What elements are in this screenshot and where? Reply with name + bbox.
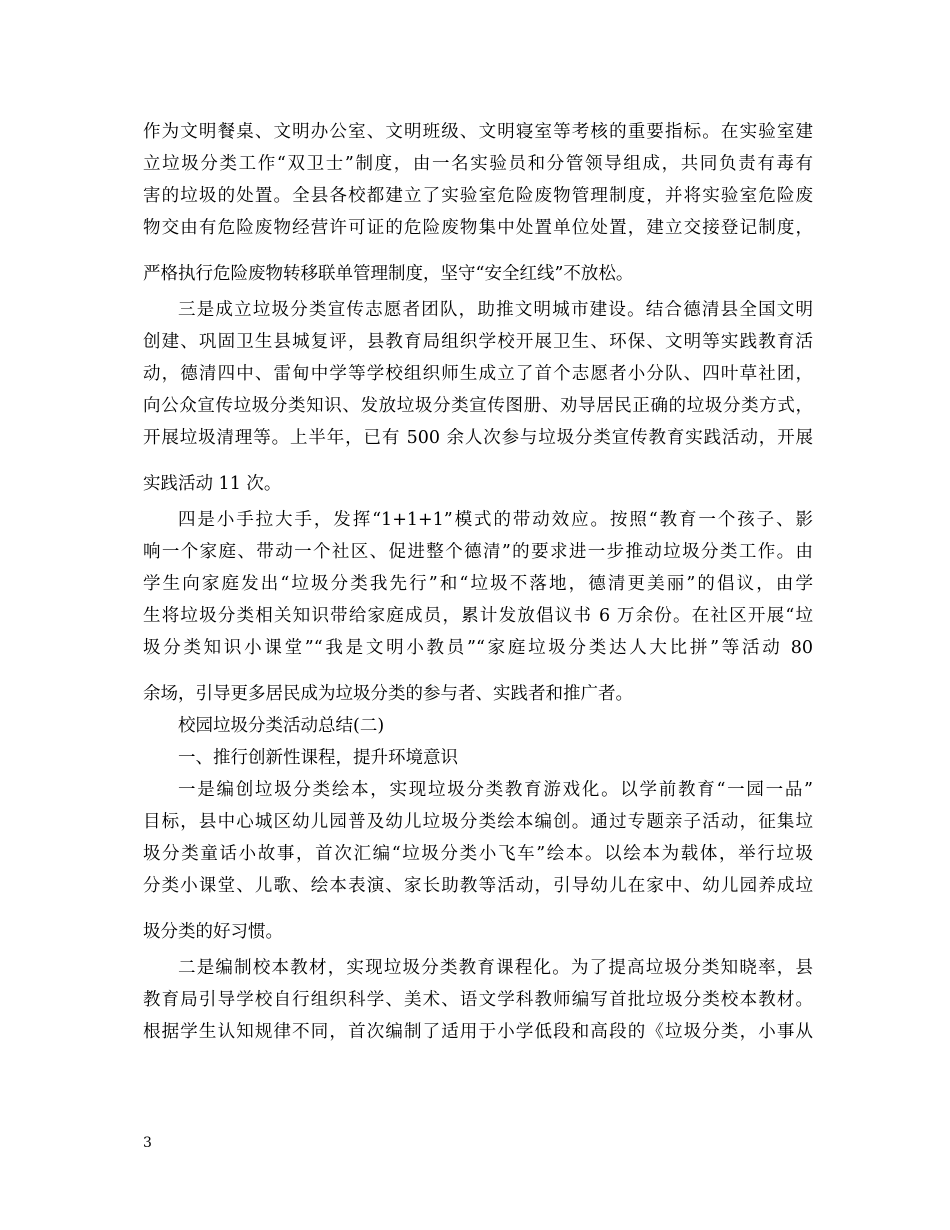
text-line: 目标，县中心城区幼儿园普及幼儿垃圾分类绘本编创。通过专题亲子活动，征集垃	[143, 812, 813, 832]
text-line: 教育局引导学校自行组织科学、美术、语文学科教师编写首批垃圾分类校本教材。	[143, 990, 813, 1010]
text-line: 学生向家庭发出“垃圾分类我先行”和“垃圾不落地，德清更美丽”的倡议，由学	[143, 574, 813, 594]
text-line: 害的垃圾的处置。全县各校都建立了实验室危险废物管理制度，并将实验室危险废	[143, 186, 813, 206]
text-line: 动，德清四中、雷甸中学等学校组织师生成立了首个志愿者小分队、四叶草社团，	[143, 364, 813, 384]
text-line: 响一个家庭、带动一个社区、促进整个德清”的要求进一步推动垃圾分类工作。由	[143, 542, 813, 562]
section-subheading: 一、推行创新性课程，提升环境意识	[178, 748, 458, 768]
text-line: 圾分类知识小课堂”“我是文明小教员”“家庭垃圾分类达人大比拼”等活动 80	[143, 638, 813, 658]
text-line: 分类小课堂、儿歌、绘本表演、家长助教等活动，引导幼儿在家中、幼儿园养成垃	[143, 876, 813, 896]
paragraph-first-line: 一是编创垃圾分类绘本，实现垃圾分类教育游戏化。以学前教育“一园一品”	[178, 780, 813, 800]
text-line: 严格执行危险废物转移联单管理制度，坚守“安全红线”不放松。	[143, 264, 634, 284]
section-heading: 校园垃圾分类活动总结(二)	[178, 716, 385, 736]
text-line: 作为文明餐桌、文明办公室、文明班级、文明寝室等考核的重要指标。在实验室建	[143, 122, 813, 142]
paragraph-first-line: 二是编制校本教材，实现垃圾分类教育课程化。为了提高垃圾分类知晓率，县	[178, 958, 813, 978]
text-line: 实践活动 11 次。	[143, 474, 282, 494]
text-line: 物交由有危险废物经营许可证的危险废物集中处置单位处置，建立交接登记制度，	[143, 218, 813, 238]
text-line: 余场，引导更多居民成为垃圾分类的参与者、实践者和推广者。	[143, 684, 633, 704]
text-line: 圾分类童话小故事，首次汇编“垃圾分类小飞车”绘本。以绘本为载体，举行垃圾	[143, 844, 813, 864]
text-line: 向公众宣传垃圾分类知识、发放垃圾分类宣传图册、劝导居民正确的垃圾分类方式，	[143, 396, 813, 416]
paragraph-first-line: 三是成立垃圾分类宣传志愿者团队，助推文明城市建设。结合德清县全国文明	[178, 300, 813, 320]
text-line: 圾分类的好习惯。	[143, 922, 283, 942]
paragraph-first-line: 四是小手拉大手，发挥“1+1+1”模式的带动效应。按照“教育一个孩子、影	[178, 510, 813, 530]
page-number: 3	[143, 1135, 152, 1151]
text-line: 创建、巩固卫生县城复评，县教育局组织学校开展卫生、环保、文明等实践教育活	[143, 332, 813, 352]
text-line: 生将垃圾分类相关知识带给家庭成员，累计发放倡议书 6 万余份。在社区开展“垃	[143, 606, 813, 626]
text-line: 立垃圾分类工作“双卫士”制度，由一名实验员和分管领导组成，共同负责有毒有	[143, 154, 813, 174]
text-line: 根据学生认知规律不同，首次编制了适用于小学低段和高段的《垃圾分类，小事从	[143, 1022, 813, 1042]
text-line: 开展垃圾清理等。上半年，已有 500 余人次参与垃圾分类宣传教育实践活动，开展	[143, 428, 813, 448]
